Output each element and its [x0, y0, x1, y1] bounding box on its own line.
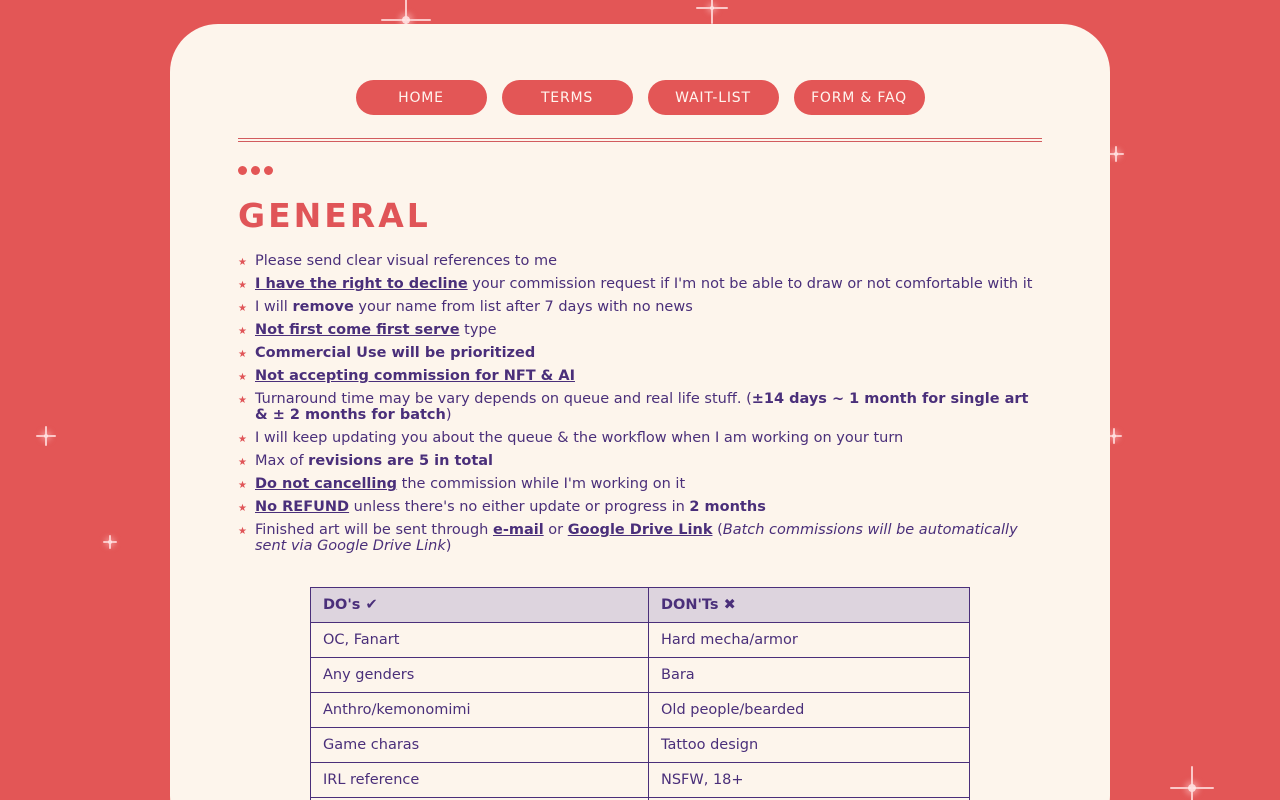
- rule-text: (: [712, 522, 723, 538]
- nav-home-button[interactable]: HOME: [356, 80, 487, 115]
- dos-donts-table: [310, 587, 970, 800]
- rule-item: [238, 430, 1038, 446]
- star-icon: ★: [238, 372, 247, 383]
- rule-item: [238, 299, 1038, 315]
- section-title: GENERAL: [238, 196, 431, 235]
- rule-text: Commercial Use will be prioritized: [255, 345, 536, 361]
- rule-text: Finished art will be sent through: [255, 522, 493, 538]
- rule-text: I will: [255, 299, 293, 315]
- dont-cell: Bara: [649, 658, 970, 693]
- table-row: [311, 728, 970, 763]
- double-divider: [238, 138, 1042, 142]
- rule-item: [238, 499, 1038, 515]
- dos-header: DO's ✔: [311, 588, 649, 623]
- do-cell: IRL reference: [311, 763, 649, 798]
- star-icon: ★: [238, 395, 247, 406]
- emphasis-link-text: Do not cancelling: [255, 476, 398, 492]
- rule-item: [238, 453, 1038, 469]
- rule-text: the commission while I'm working on it: [397, 476, 686, 492]
- rule-text: ): [445, 407, 452, 423]
- rule-item: [238, 391, 1038, 423]
- rule-text: I will keep updating you about the queue & the workflow when I am working on your turn: [255, 430, 904, 446]
- rule-text: revisions are 5 in total: [308, 453, 494, 469]
- rule-text: your commission request if I'm not be able to draw or not comfortable with it: [467, 276, 1033, 292]
- dont-cell: Tattoo design: [649, 728, 970, 763]
- rule-text: unless there's no either update or progress in: [349, 499, 690, 515]
- emphasis-link-text: Not first come first serve: [255, 322, 460, 338]
- star-icon: ★: [238, 326, 247, 337]
- content-card: [170, 24, 1110, 800]
- rule-text: Please send clear visual references to me: [255, 253, 558, 269]
- nav-terms-button[interactable]: TERMS: [502, 80, 633, 115]
- nav-waitlist-button[interactable]: WAIT-LIST: [648, 80, 779, 115]
- emphasis-link-text: I have the right to decline: [255, 276, 468, 292]
- rule-text: your name from list after 7 days with no news: [353, 299, 693, 315]
- table-header-row: [311, 588, 970, 623]
- dont-cell: Old people/bearded: [649, 693, 970, 728]
- star-icon: ★: [238, 434, 247, 445]
- table-row: [311, 763, 970, 798]
- rule-text: ): [445, 538, 452, 554]
- rule-text: Batch commissions will be automatically sent via Google Drive Link: [255, 522, 1018, 554]
- general-rules-list: [238, 253, 1038, 561]
- table-row: [311, 623, 970, 658]
- rule-item: [238, 345, 1038, 361]
- emphasis-link-text: Not accepting commission for NFT & AI: [255, 368, 575, 384]
- star-icon: ★: [238, 480, 247, 491]
- table-row: [311, 693, 970, 728]
- emphasis-link-text: Google Drive Link: [567, 522, 713, 538]
- do-cell: Anthro/kemonomimi: [311, 693, 649, 728]
- rule-text: ±14 days ~ 1 month for single art & ± 2 months for batch: [255, 391, 1029, 423]
- nav-form-faq-button[interactable]: FORM & FAQ: [794, 80, 925, 115]
- donts-header: DON'Ts ✖: [649, 588, 970, 623]
- rule-text: or: [543, 522, 568, 538]
- star-icon: ★: [238, 526, 247, 537]
- do-cell: Any genders: [311, 658, 649, 693]
- main-nav: [170, 80, 1110, 115]
- rule-item: [238, 476, 1038, 492]
- rule-item: [238, 522, 1038, 554]
- dont-cell: NSFW, 18+: [649, 763, 970, 798]
- emphasis-link-text: e-mail: [492, 522, 544, 538]
- rule-item: [238, 276, 1038, 292]
- rule-text: Turnaround time may be vary depends on queue and real life stuff. (: [255, 391, 752, 407]
- table-row: [311, 658, 970, 693]
- dont-cell: Hard mecha/armor: [649, 623, 970, 658]
- rule-item: [238, 368, 1038, 384]
- rule-text: 2 months: [689, 499, 766, 515]
- rule-text: type: [459, 322, 497, 338]
- rule-text: remove: [292, 299, 354, 315]
- three-dots-icon: [238, 166, 273, 175]
- star-icon: ★: [238, 303, 247, 314]
- do-cell: OC, Fanart: [311, 623, 649, 658]
- rule-item: [238, 322, 1038, 338]
- star-icon: ★: [238, 349, 247, 360]
- star-icon: ★: [238, 457, 247, 468]
- star-icon: ★: [238, 280, 247, 291]
- emphasis-link-text: No REFUND: [255, 499, 350, 515]
- rule-text: Max of: [255, 453, 309, 469]
- rule-item: [238, 253, 1038, 269]
- star-icon: ★: [238, 257, 247, 268]
- do-cell: Game charas: [311, 728, 649, 763]
- star-icon: ★: [238, 503, 247, 514]
